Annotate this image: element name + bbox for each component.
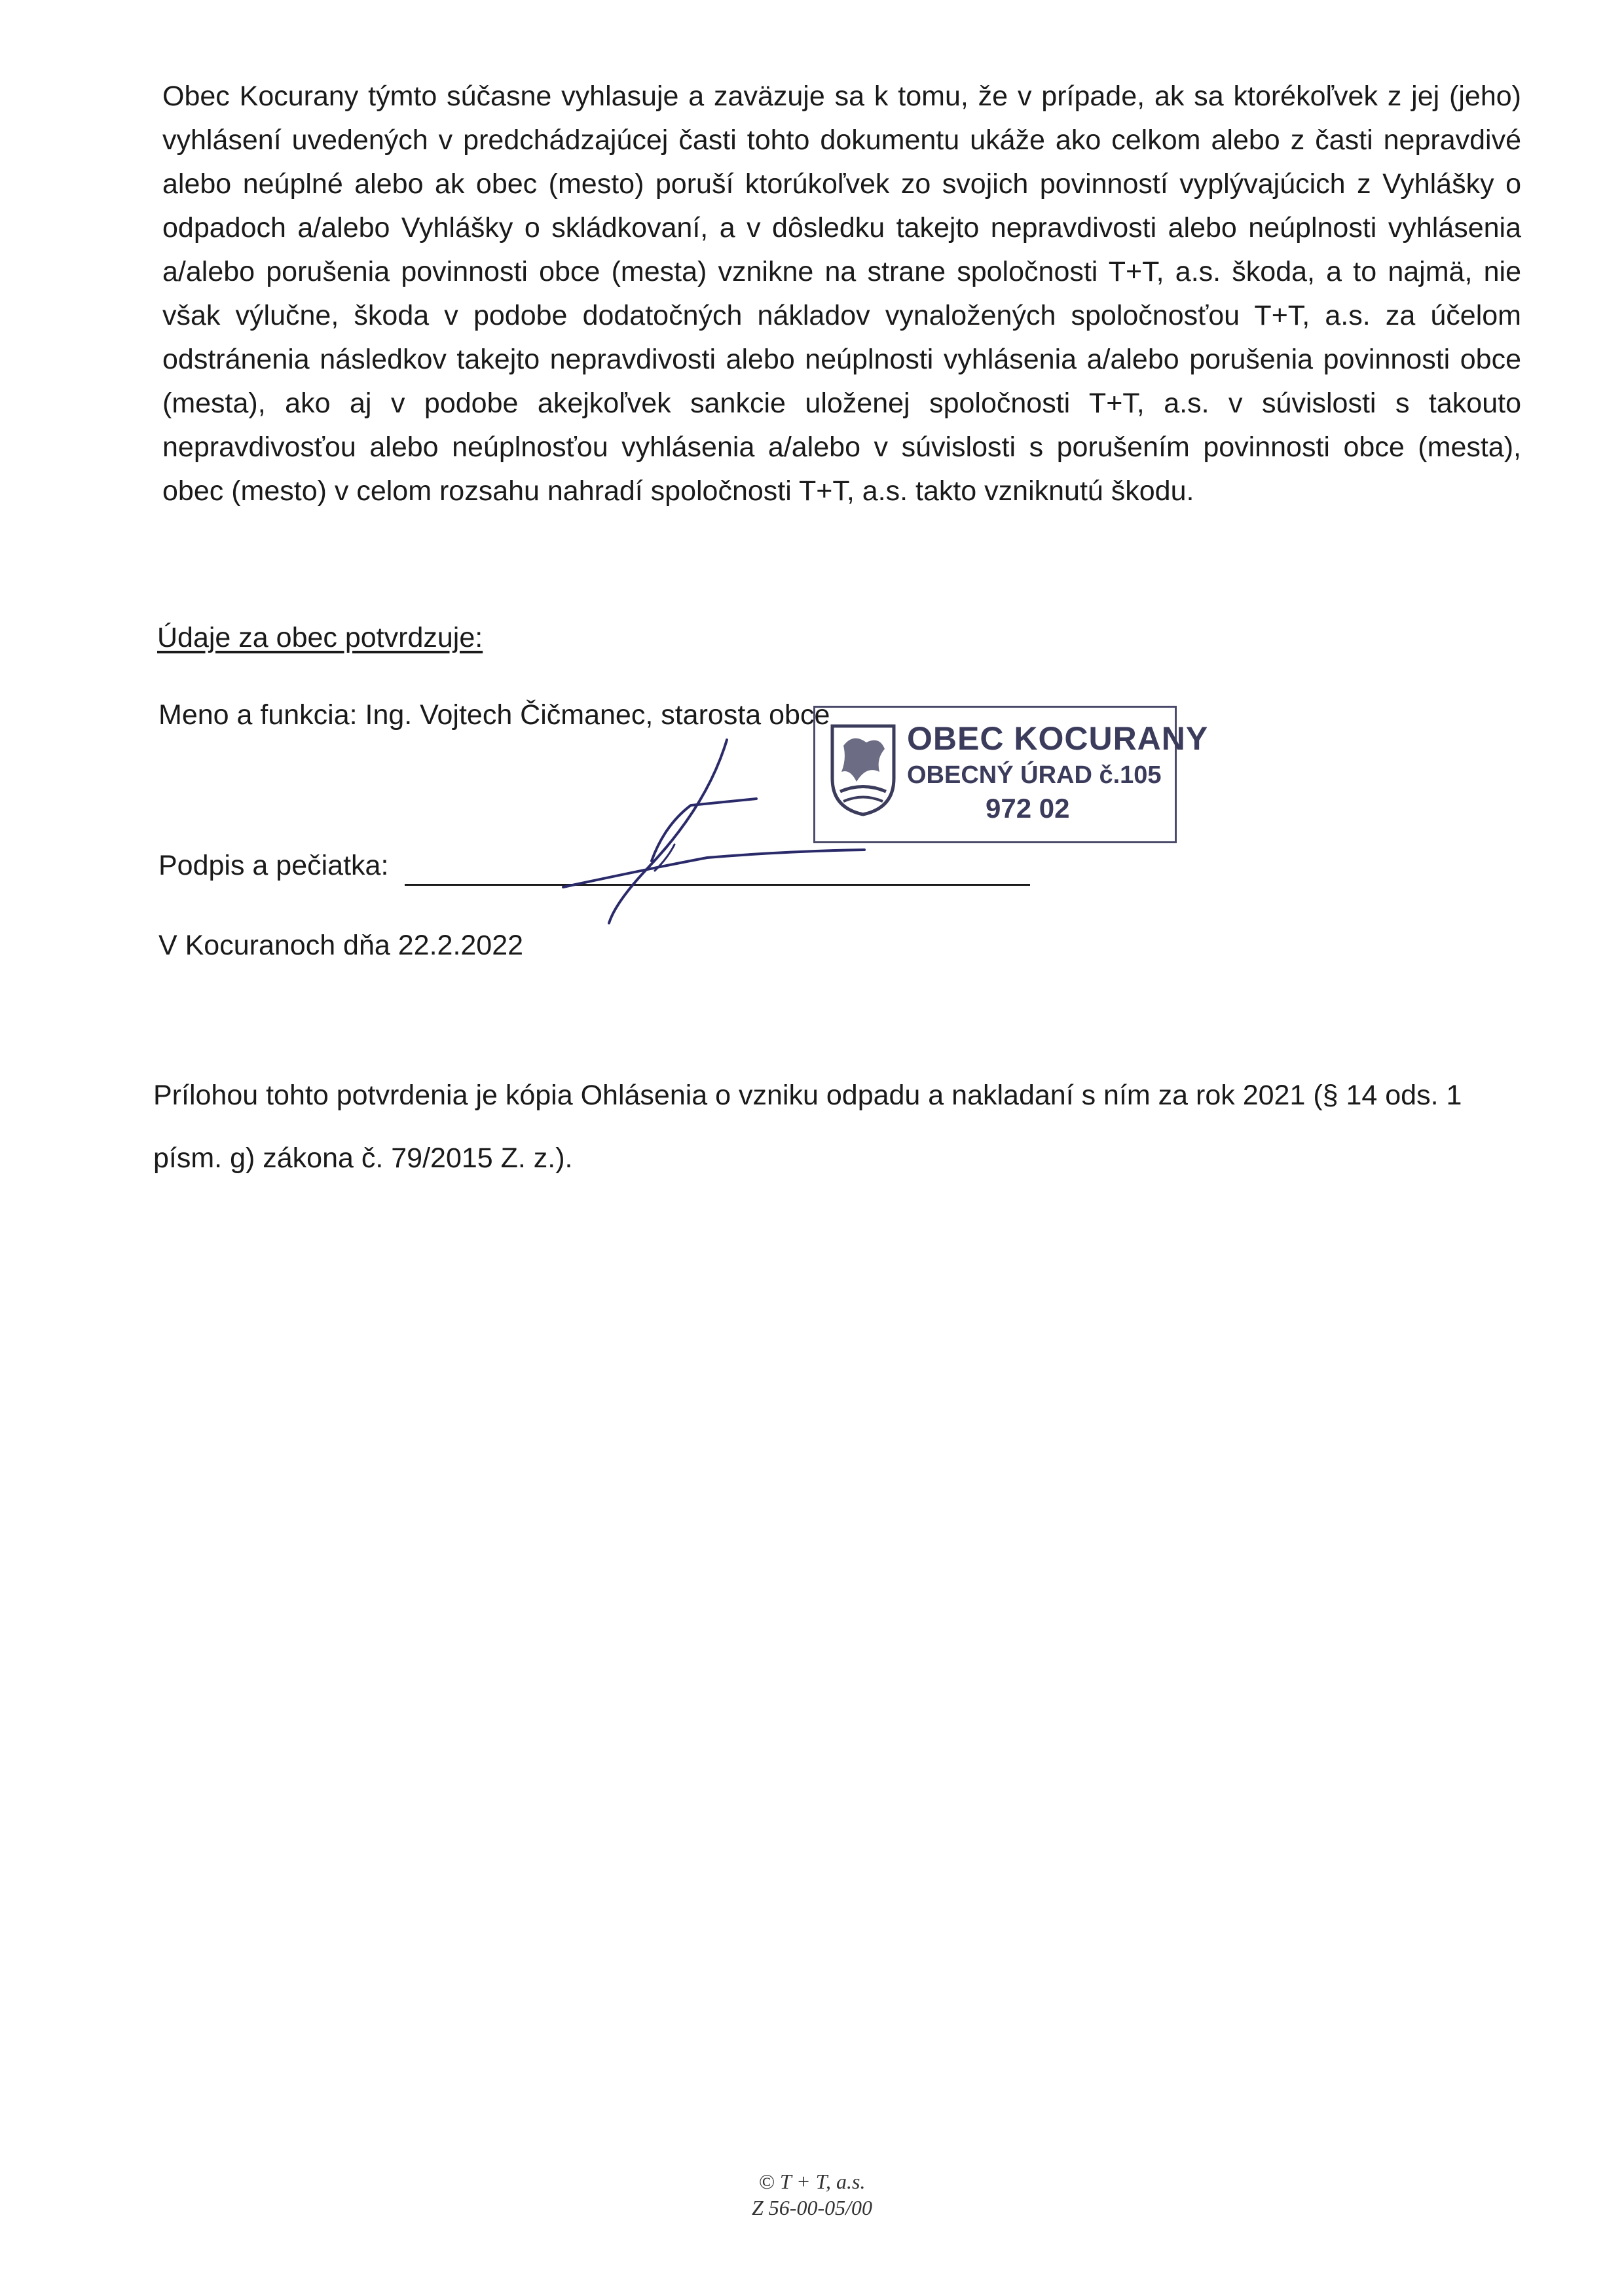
place-and-date: V Kocuranoch dňa 22.2.2022 [158,930,524,961]
footer-document-code: Z 56-00-05/00 [752,2196,872,2219]
declaration-paragraph: Obec Kocurany týmto súčasne vyhlasuje a zaväzuje sa k tomu, že v prípade, ak sa ktorékoľvek z jej (jeho) vyhlásení uvedených v predchádzajúcej časti tohto dokumentu ukáže ako celkom alebo z časti nepravdivé alebo neúplné alebo ak obec (mesto) poruší ktorúkoľvek zo svojich povinností vyplývajúcich z Vyhlášky o odpadoch a/alebo Vyhlášky o skládkovaní, a v dôsledku takejto nepravdivosti alebo neúplnosti vyhlásenia a/alebo porušenia povinnosti obce (mesta) vznikne na strane spoločnosti T+T, a.s. škoda, a to najmä, nie však výlučne, škoda v podobe dodatočných nákladov vynaložených spoločnosťou T+T, a.s. za účelom odstránenia následkov takejto nepravdivosti alebo neúplnosti vyhlásenia a/alebo porušenia povinnosti obce (mesta), ako aj v podobe akejkoľvek sankcie uloženej spoločnosti T+T, a.s. v súvislosti s takouto nepravdivosťou alebo neúplnosťou vyhlásenia a/alebo v súvislosti s porušením povinnosti obce (mesta), obec (mesto) v celom rozsahu nahradí spoločnosti T+T, a.s. takto vzniknutú škodu. [162,81,1521,507]
name-and-function-line: Meno a funkcia: Ing. Vojtech Čičmanec, starosta obce [158,699,830,731]
footer-copyright: © T + T, a.s. [758,2170,866,2193]
attachment-note: Prílohou tohto potvrdenia je kópia Ohlásenia o vzniku odpadu a nakladaní s ním za rok 2021 (§ 14 ods. 1 písm. g) zákona č. 79/2015 Z. z.). [153,1080,1462,1174]
stamp-office-address: OBECNÝ ÚRAD č.105 [907,761,1162,789]
page-footer [0,2168,1624,2221]
stamp-postal-code: 972 02 [986,793,1070,824]
signature-label: Podpis a pečiatka: [158,850,389,881]
handwritten-signature [511,727,877,930]
confirmation-heading: Údaje za obec potvrdzuje: [157,622,483,653]
stamp-municipality-name: OBEC KOCURANY [907,720,1209,757]
